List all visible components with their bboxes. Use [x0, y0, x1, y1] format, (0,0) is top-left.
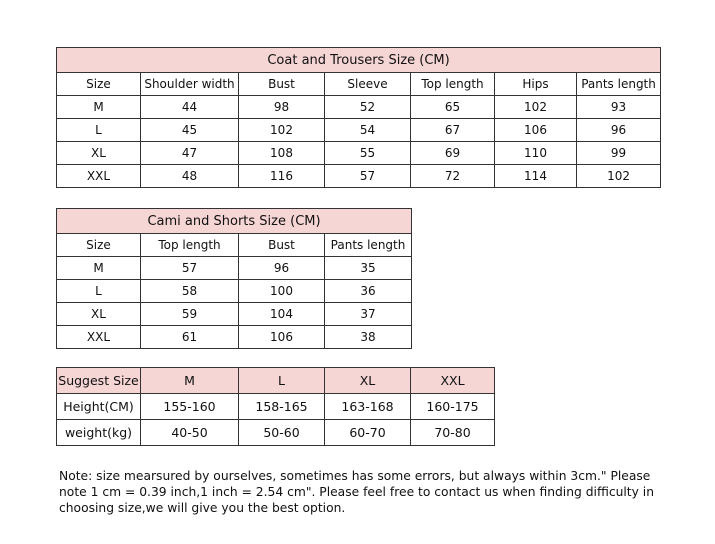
header-cell: Pants length [325, 234, 412, 257]
table-cell: 45 [141, 119, 239, 142]
table-cell: weight(kg) [57, 420, 141, 446]
table-row [57, 280, 412, 303]
table-row [57, 96, 661, 119]
header-cell: XXL [411, 368, 495, 394]
table-row [57, 326, 412, 349]
table-cell: XXL [57, 165, 141, 188]
table-cell: 48 [141, 165, 239, 188]
table-cell: 116 [239, 165, 325, 188]
table-cell: 102 [239, 119, 325, 142]
table-cell: 44 [141, 96, 239, 119]
table-cell: M [57, 257, 141, 280]
table-cell: 52 [325, 96, 411, 119]
table-cell: 98 [239, 96, 325, 119]
table-cell: M [57, 96, 141, 119]
header-cell: L [239, 368, 325, 394]
table-row [57, 142, 661, 165]
table-cell: 100 [239, 280, 325, 303]
table-cell: 102 [495, 96, 577, 119]
table-cell: 57 [141, 257, 239, 280]
table-cell: 54 [325, 119, 411, 142]
table-cell: 93 [577, 96, 661, 119]
table-cell: 96 [577, 119, 661, 142]
size-note: Note: size mearsured by ourselves, sometimes has some errors, but always within 3cm." Please note 1 cm = 0.39 inch,1 inch = 2.54 cm". Please feel free to contact us when finding difficulty in choosing size,we will give you the best option. [59, 469, 655, 515]
table-row [57, 303, 412, 326]
table-cell: 65 [411, 96, 495, 119]
cami-size-table [56, 208, 412, 349]
table-cell: 40-50 [141, 420, 239, 446]
header-cell: Bust [239, 73, 325, 96]
header-cell: Size [57, 73, 141, 96]
table-cell: 67 [411, 119, 495, 142]
header-cell: Hips [495, 73, 577, 96]
coat-header-row [57, 73, 661, 96]
table-row [57, 165, 661, 188]
table-cell: 108 [239, 142, 325, 165]
table-cell: 158-165 [239, 394, 325, 420]
suggest-size-table [56, 367, 495, 446]
table-cell: XL [57, 303, 141, 326]
table-cell: 36 [325, 280, 412, 303]
table-cell: XL [57, 142, 141, 165]
table-cell: 69 [411, 142, 495, 165]
table-row [57, 257, 412, 280]
cami-header-row [57, 234, 412, 257]
header-cell: Pants length [577, 73, 661, 96]
table-cell: 47 [141, 142, 239, 165]
table-cell: 160-175 [411, 394, 495, 420]
table-cell: 50-60 [239, 420, 325, 446]
table-cell: 38 [325, 326, 412, 349]
table-cell: 61 [141, 326, 239, 349]
table-cell: 99 [577, 142, 661, 165]
table-row [57, 119, 661, 142]
table-cell: 114 [495, 165, 577, 188]
header-cell: Suggest Size [57, 368, 141, 394]
table-cell: 106 [239, 326, 325, 349]
header-cell: Size [57, 234, 141, 257]
cami-table-title: Cami and Shorts Size (CM) [57, 209, 412, 234]
table-cell: 59 [141, 303, 239, 326]
table-cell: L [57, 119, 141, 142]
table-cell: 37 [325, 303, 412, 326]
header-cell: M [141, 368, 239, 394]
header-cell: Bust [239, 234, 325, 257]
table-cell: 106 [495, 119, 577, 142]
coat-table-title: Coat and Trousers Size (CM) [57, 48, 661, 73]
table-cell: 155-160 [141, 394, 239, 420]
table-cell: L [57, 280, 141, 303]
table-row [57, 420, 495, 446]
table-cell: 72 [411, 165, 495, 188]
suggest-header-row [57, 368, 495, 394]
header-cell: Shoulder width [141, 73, 239, 96]
table-cell: 58 [141, 280, 239, 303]
table-cell: 163-168 [325, 394, 411, 420]
table-cell: 102 [577, 165, 661, 188]
table-cell: 60-70 [325, 420, 411, 446]
table-cell: XXL [57, 326, 141, 349]
header-cell: XL [325, 368, 411, 394]
table-cell: 55 [325, 142, 411, 165]
table-cell: Height(CM) [57, 394, 141, 420]
coat-size-table [56, 47, 661, 188]
table-cell: 104 [239, 303, 325, 326]
table-cell: 96 [239, 257, 325, 280]
table-cell: 70-80 [411, 420, 495, 446]
header-cell: Top length [411, 73, 495, 96]
table-cell: 35 [325, 257, 412, 280]
table-cell: 57 [325, 165, 411, 188]
header-cell: Sleeve [325, 73, 411, 96]
header-cell: Top length [141, 234, 239, 257]
table-cell: 110 [495, 142, 577, 165]
table-row [57, 394, 495, 420]
